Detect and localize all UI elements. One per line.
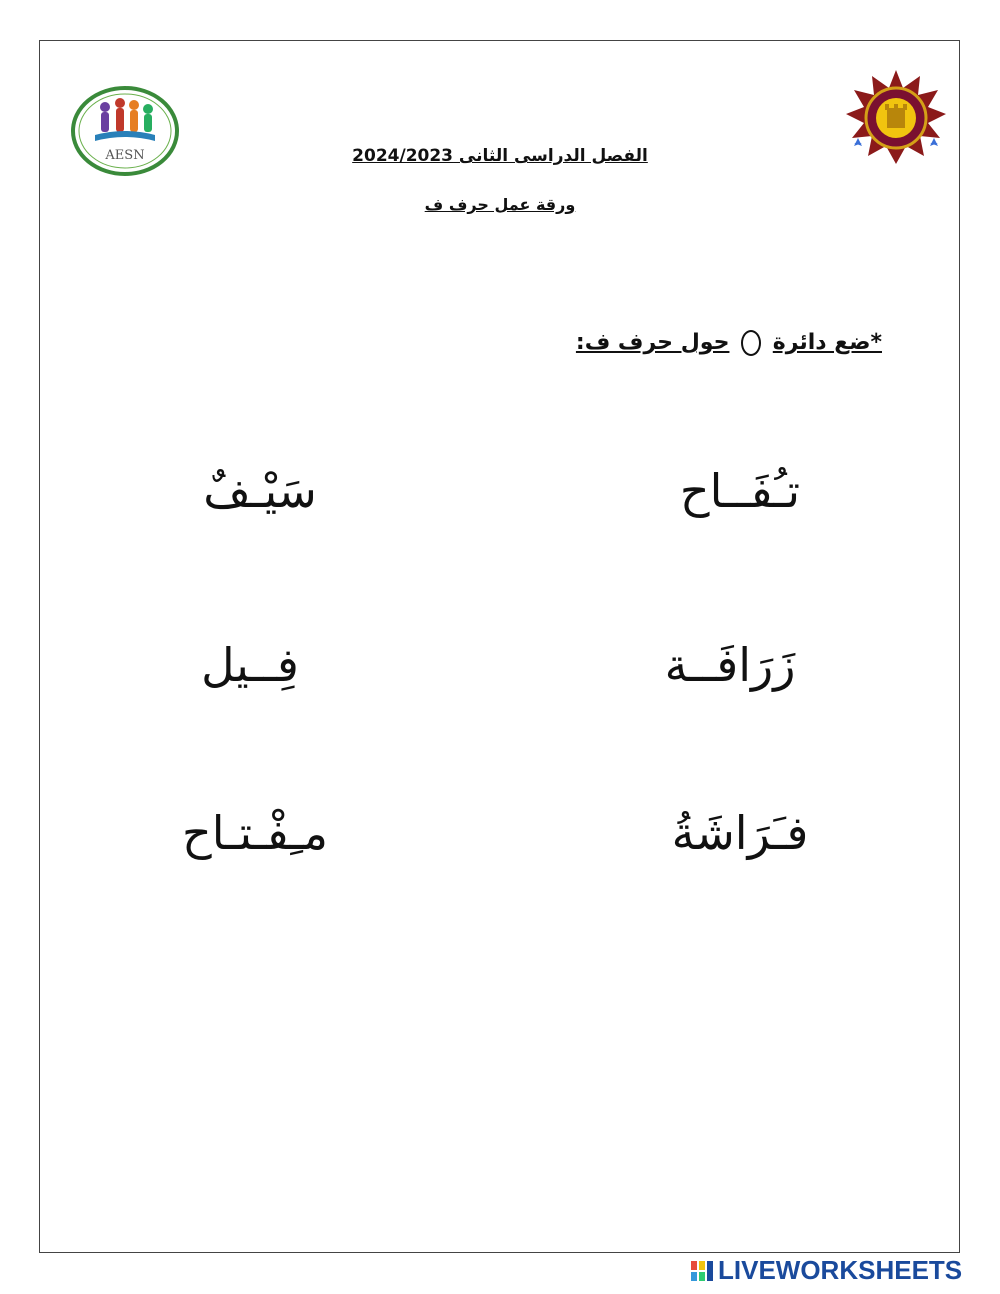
word-tuffah[interactable]: تـُفَــاح: [679, 464, 801, 518]
liveworksheets-footer: [690, 1255, 962, 1286]
word-sayf[interactable]: سَيْـفٌ: [203, 464, 317, 518]
word-miftah[interactable]: مـِفْـتـاح: [182, 806, 328, 860]
word-feel[interactable]: فِــيل: [201, 638, 299, 692]
liveworksheets-logo-icon: [690, 1259, 714, 1283]
instruction-part2: حول حرف ف:: [575, 330, 730, 355]
circle-icon: [741, 330, 761, 356]
word-zarafa[interactable]: زَرَافَــة: [664, 638, 796, 692]
instruction: [576, 330, 882, 356]
instruction-part1: *ضع دائرة: [772, 330, 882, 355]
aesn-logo: [70, 85, 180, 177]
school-emblem-logo: [842, 68, 950, 168]
aesn-logo-text: AESN: [105, 148, 145, 163]
semester-title: الفصل الدراسى الثانى 2024/2023: [352, 146, 648, 166]
liveworksheets-brand: LIVEWORKSHEETS: [718, 1255, 963, 1285]
word-farasha[interactable]: فـَرَاشَةُ: [671, 806, 809, 860]
worksheet-title: ورقة عمل حرف ف: [424, 195, 576, 214]
